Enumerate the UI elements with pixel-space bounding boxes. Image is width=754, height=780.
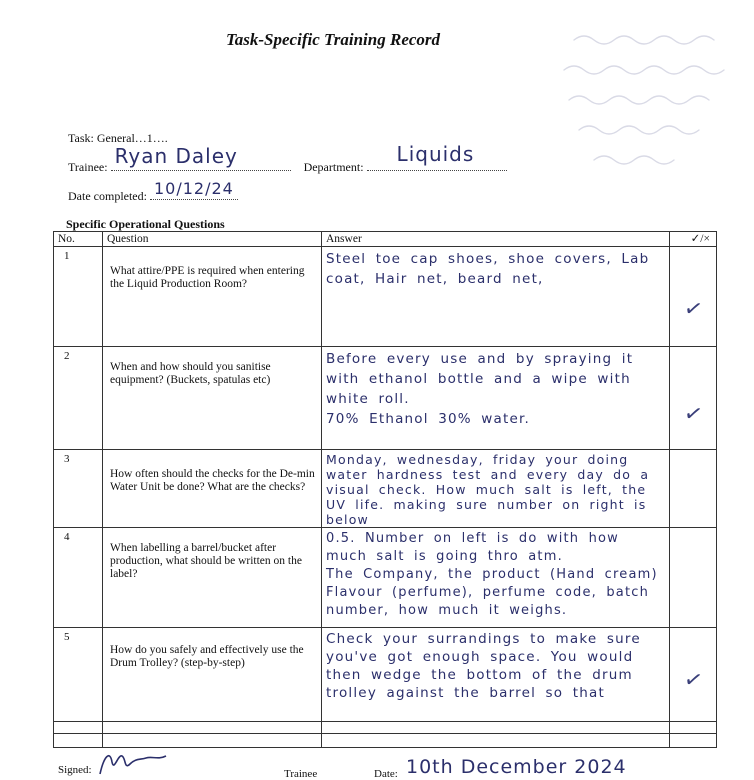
- row-number: 4: [54, 528, 103, 628]
- department-field: [367, 142, 507, 171]
- table-row: [54, 347, 717, 450]
- answer-text[interactable]: 0.5. Number on left is do with how much salt is going thro atm. The Company, the product (Hand cream) Flavour (perfume), perfume code, batch number, how much it weighs.: [322, 528, 670, 628]
- mark-cell[interactable]: [670, 628, 717, 722]
- table-row: [54, 528, 717, 628]
- trainee-field: [111, 144, 291, 171]
- table-header-row: [54, 232, 717, 247]
- date-completed-value: 10/12/24: [153, 179, 234, 198]
- signed-label: Signed:: [58, 764, 92, 776]
- question-cell: [103, 247, 322, 347]
- mark-cell[interactable]: [670, 528, 717, 628]
- trainee-line: [68, 142, 507, 175]
- answer-text[interactable]: Check your surrandings to make sure you've got enough space. You would then wedge the bottom of the drum trolley against the barrel so that: [322, 628, 670, 722]
- trainee-value: Ryan Daley: [114, 144, 238, 168]
- question-text: What attire/PPE is required when entering the Liquid Production Room?: [110, 265, 305, 290]
- signature-mark: [96, 748, 176, 778]
- table-row: [54, 628, 717, 722]
- check-mark-icon: ✓: [681, 400, 705, 429]
- question-cell: [103, 628, 322, 722]
- question-text: When and how should you sanitise equipment? (Buckets, spatulas etc): [110, 361, 271, 386]
- footer-date-label: Date:: [374, 768, 398, 780]
- answer-text[interactable]: Monday, wednesday, friday your doing water hardness test and every day do a visual check. How much salt is left, the UV life. making sure number on right is below: [322, 450, 670, 528]
- row-number: 3: [54, 450, 103, 528]
- row-number: 5: [54, 628, 103, 722]
- check-mark-icon: ✓: [681, 666, 705, 695]
- mark-cell[interactable]: [670, 450, 717, 528]
- date-completed-label: Date completed:: [68, 189, 147, 203]
- footer-trainee-label: Trainee: [284, 768, 318, 780]
- questions-table: [53, 231, 717, 748]
- question-cell: [103, 528, 322, 628]
- answer-text[interactable]: Steel toe cap shoes, shoe covers, Lab coat, Hair net, beard net,: [322, 247, 670, 347]
- mark-cell[interactable]: [670, 347, 717, 450]
- column-header-answer: Answer: [322, 232, 670, 247]
- check-mark-icon: ✓: [681, 295, 705, 324]
- trainee-label: Trainee:: [68, 160, 108, 174]
- document-title: Task-Specific Training Record: [225, 30, 441, 49]
- question-cell: [103, 347, 322, 450]
- date-completed-field: [150, 179, 238, 200]
- answer-text[interactable]: Before every use and by spraying it with ethanol bottle and a wipe with white roll. 70% Ethanol 30% water.: [322, 347, 670, 450]
- date-completed-line: [68, 179, 238, 204]
- question-text: How often should the checks for the De-min Water Unit be done? What are the checks?: [110, 468, 315, 493]
- table-row-empty: [54, 734, 717, 748]
- section-title: Specific Operational Questions: [66, 217, 225, 231]
- table-row: [54, 450, 717, 528]
- question-cell: [103, 450, 322, 528]
- row-number: 2: [54, 347, 103, 450]
- mark-cell[interactable]: [670, 247, 717, 347]
- question-text: When labelling a barrel/bucket after production, what should be written on the label?: [110, 542, 302, 580]
- table-row: [54, 247, 717, 347]
- column-header-no: No.: [54, 232, 103, 247]
- row-number: 1: [54, 247, 103, 347]
- department-label: Department:: [303, 160, 364, 174]
- footer-date-value: 10th December 2024: [406, 756, 627, 778]
- question-text: How do you safely and effectively use the Drum Trolley? (step-by-step): [110, 644, 304, 669]
- department-value: Liquids: [396, 142, 475, 166]
- column-header-mark: ✓/×: [670, 232, 717, 247]
- column-header-question: Question: [103, 232, 322, 247]
- table-row-empty: [54, 722, 717, 734]
- task-label: Task: General…1….: [68, 131, 168, 145]
